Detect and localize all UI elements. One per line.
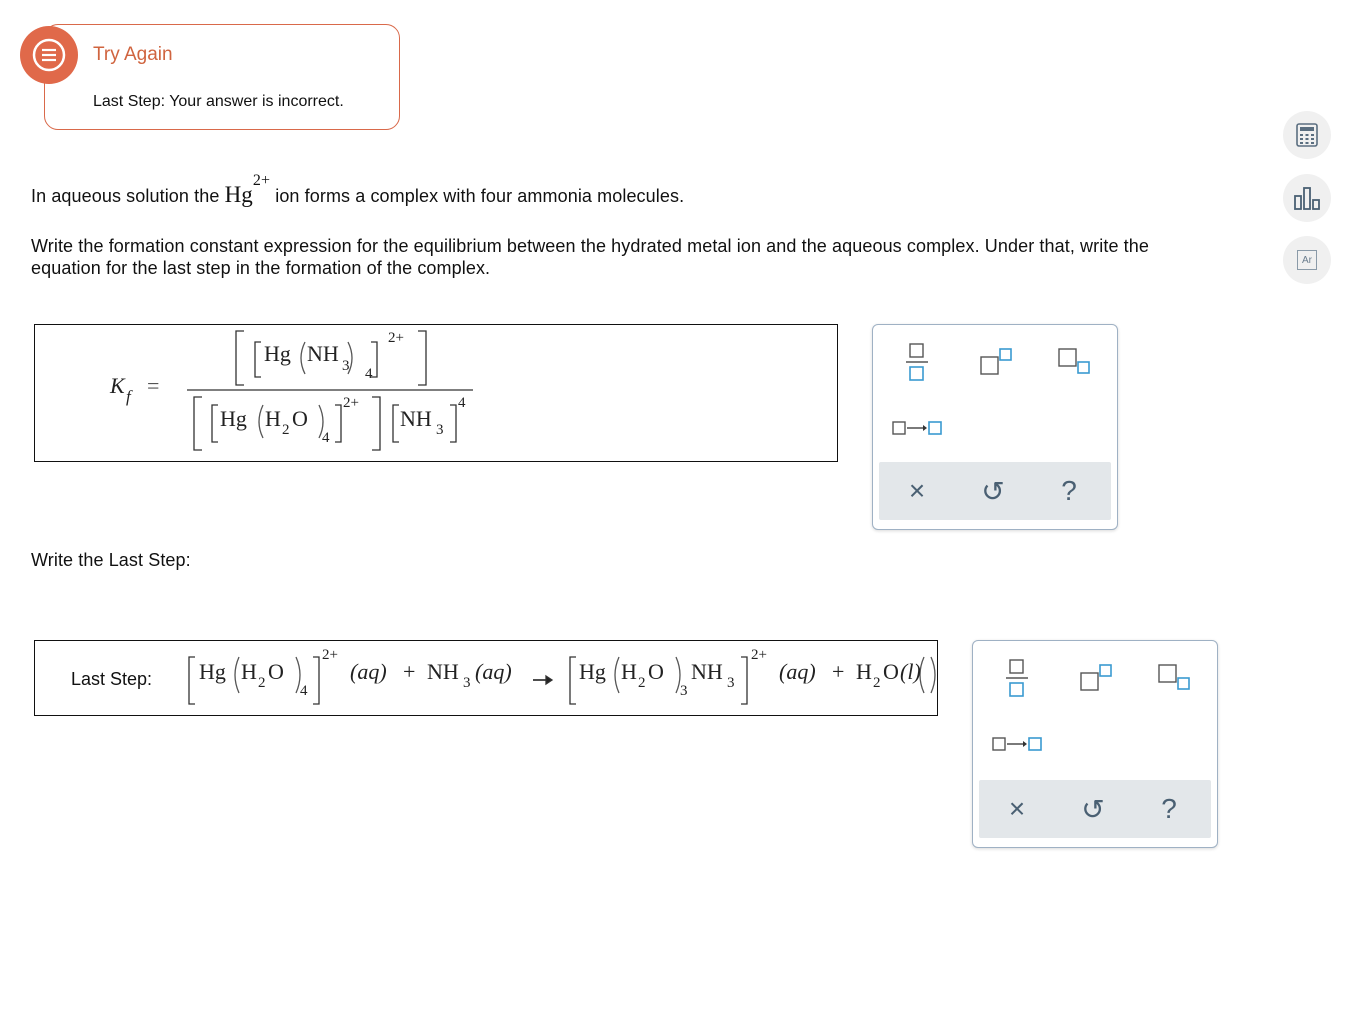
last-step-answer-box[interactable]	[34, 640, 938, 716]
undo-button[interactable]	[1063, 780, 1123, 838]
question-line-1-post: ion forms a complex with four ammonia molecules.	[275, 186, 685, 206]
clear-icon: ×	[908, 475, 926, 506]
r1-sub4: 4	[300, 683, 308, 699]
kf-lhs-sub: f	[126, 387, 131, 406]
p1-state: (aq)	[779, 659, 816, 684]
fraction-template-icon[interactable]	[905, 343, 929, 381]
r1-charge: 2+	[322, 647, 338, 663]
undo-icon: ↺	[981, 475, 1005, 507]
plus-1: +	[403, 659, 416, 684]
r1-state: (aq)	[350, 659, 387, 684]
clear-icon: ×	[1008, 793, 1026, 824]
last-step-heading: Write the Last Step:	[31, 550, 191, 570]
feedback-message: Last Step: Your answer is incorrect.	[93, 93, 344, 110]
kf-den-charge: 2+	[343, 395, 359, 411]
plus-2: +	[832, 659, 845, 684]
p1-nh: NH	[691, 659, 723, 684]
r1-sub2: 2	[258, 675, 266, 691]
p1-charge: 2+	[751, 647, 767, 663]
p2-h: H	[856, 659, 872, 684]
kf-num-sub3: 3	[342, 358, 350, 374]
kf-lhs: K	[110, 373, 125, 398]
math-palette-last-step	[972, 640, 1218, 848]
math-palette-kf	[872, 324, 1118, 530]
kf-den-nh: NH	[400, 406, 432, 431]
subscript-template-icon[interactable]	[1157, 663, 1191, 693]
p2-o: O	[883, 659, 899, 684]
p1-hg: Hg	[579, 659, 606, 684]
question-line-3: equation for the last step in the formation of the complex.	[31, 258, 491, 278]
kf-equals: =	[147, 373, 160, 398]
help-button[interactable]	[1139, 780, 1199, 838]
fraction-template-icon[interactable]	[1005, 659, 1029, 697]
feedback-card	[44, 24, 400, 130]
feedback-title: Try Again	[93, 44, 173, 65]
kf-den-h: H	[265, 406, 281, 431]
r1-h: H	[241, 659, 257, 684]
undo-icon: ↺	[1081, 793, 1105, 825]
r1-hg: Hg	[199, 659, 226, 684]
help-icon: ?	[1061, 475, 1077, 506]
kf-num-nh: NH	[307, 341, 339, 366]
kf-den-nh-sub: 3	[436, 422, 444, 438]
question-line-2: Write the formation constant expression for the equilibrium between the hydrated metal ion and the aqueous complex. Under that, write the	[31, 236, 1149, 256]
calculator-button[interactable]	[1283, 111, 1331, 159]
p2-sub2: 2	[873, 675, 881, 691]
palette-action-bar	[979, 780, 1211, 838]
kf-num-sub4: 4	[365, 366, 373, 382]
reaction-arrow-template-icon[interactable]	[992, 735, 1042, 753]
kf-den-sub4: 4	[322, 430, 330, 446]
clear-button[interactable]	[887, 462, 947, 520]
r2-nh: NH	[427, 659, 459, 684]
superscript-template-icon[interactable]	[1079, 663, 1113, 693]
ion-charge: 2+	[252, 172, 271, 189]
subscript-template-icon[interactable]	[1057, 347, 1091, 377]
undo-button[interactable]	[963, 462, 1023, 520]
kf-answer-box[interactable]	[34, 324, 838, 462]
data-button[interactable]	[1283, 174, 1331, 222]
p1-h: H	[621, 659, 637, 684]
bar-chart-icon	[1293, 186, 1321, 210]
help-icon: ?	[1161, 793, 1177, 824]
periodic-table-label: Ar	[1302, 254, 1312, 266]
question-line-1	[31, 172, 685, 208]
p2-state: (l)	[900, 659, 921, 684]
help-button[interactable]	[1039, 462, 1099, 520]
periodic-table-icon	[1297, 250, 1317, 270]
question-line-1-pre: In aqueous solution the	[31, 186, 220, 206]
clear-button[interactable]	[987, 780, 1047, 838]
p1-sub3: 3	[680, 683, 688, 699]
kf-brackets	[35, 325, 839, 463]
r2-sub3: 3	[463, 675, 471, 691]
last-step-label: Last Step:	[71, 669, 153, 689]
palette-action-bar	[879, 462, 1111, 520]
kf-den-o: O	[292, 406, 308, 431]
r2-state: (aq)	[475, 659, 512, 684]
kf-num-charge: 2+	[388, 330, 404, 346]
kf-den-hg: Hg	[220, 406, 247, 431]
p1-nh-sub: 3	[727, 675, 735, 691]
calculator-icon	[1296, 123, 1318, 147]
superscript-template-icon[interactable]	[979, 347, 1013, 377]
p1-o: O	[648, 659, 664, 684]
periodic-table-button[interactable]	[1283, 236, 1331, 284]
reaction-arrow-template-icon[interactable]	[892, 419, 942, 437]
r1-o: O	[268, 659, 284, 684]
kf-den-sub2: 2	[282, 422, 290, 438]
kf-num-hg: Hg	[264, 341, 291, 366]
ion-base: Hg	[224, 182, 253, 207]
kf-den-nh-pow: 4	[458, 395, 466, 411]
p1-sub2: 2	[638, 675, 646, 691]
feedback-chat-icon	[20, 26, 78, 84]
